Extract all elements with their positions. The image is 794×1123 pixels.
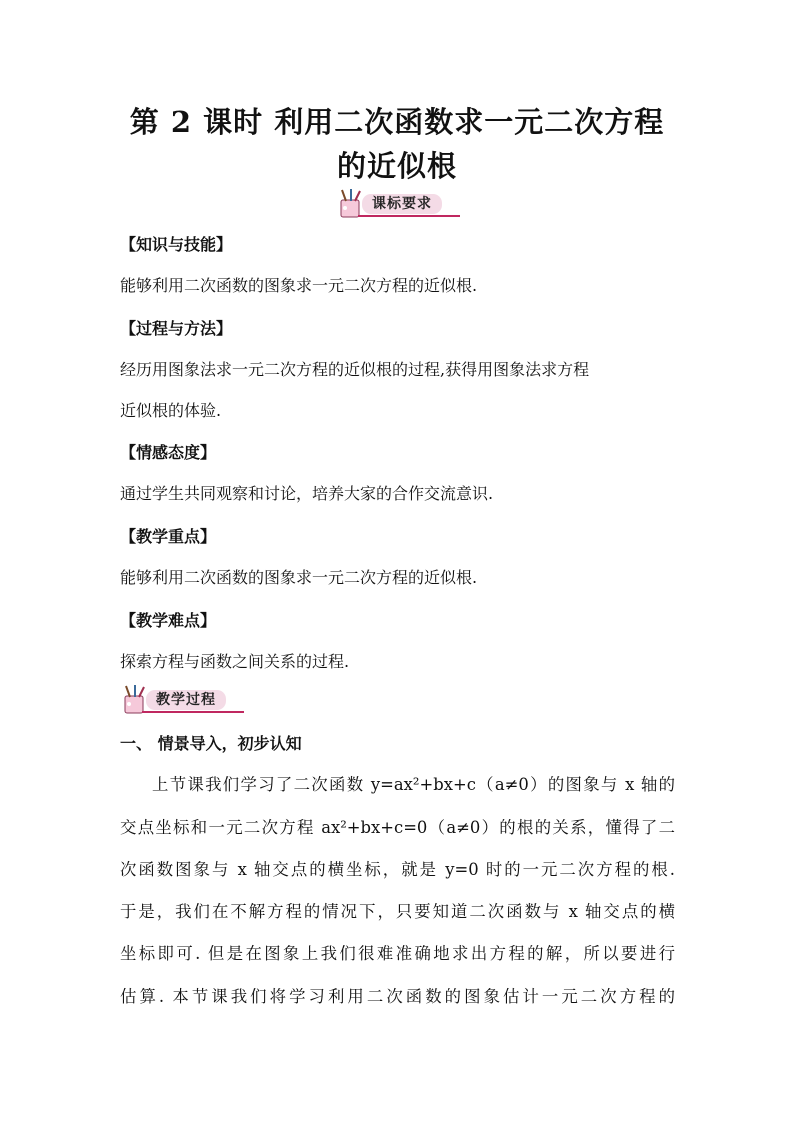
body-line-1: 上节课我们学习了二次函数 y=ax²+bx+c（a≠0）的图象与 x 轴的	[152, 775, 675, 794]
text-process-method-1: 经历用图象法求一元二次方程的近似根的过程,获得用图象法求方程	[120, 360, 590, 379]
page-title-line-2: 的近似根	[336, 149, 457, 183]
body-line-3: 次函数图象与 x 轴交点的横坐标，就是 y=0 时的一元二次方程的根.	[120, 860, 675, 879]
text-emotion-attitude: 通过学生共同观察和讨论，培养大家的合作交流意识.	[120, 484, 494, 503]
heading-teaching-difficulty: 【教学难点】	[120, 611, 217, 630]
section-one-title: 一、 情景导入，初步认知	[120, 734, 302, 753]
text-teaching-difficulty: 探索方程与函数之间关系的过程.	[120, 652, 350, 671]
process-banner-label: 教学过程	[146, 690, 226, 710]
text-process-method-2: 近似根的体验.	[120, 401, 222, 420]
body-line-6: 估算. 本节课我们将学习利用二次函数的图象估计一元二次方程的	[120, 987, 675, 1006]
text-teaching-focus: 能够利用二次函数的图象求一元二次方程的近似根.	[120, 568, 478, 587]
body-line-5: 坐标即可. 但是在图象上我们很难准确地求出方程的解，所以要进行	[120, 944, 675, 963]
body-line-4: 于是，我们在不解方程的情况下，只要知道二次函数与 x 轴交点的横	[120, 902, 675, 921]
heading-teaching-focus: 【教学重点】	[120, 527, 217, 546]
body-line-2: 交点坐标和一元二次方程 ax²+bx+c=0（a≠0）的根的关系，懂得了二	[120, 818, 675, 837]
heading-process-method: 【过程与方法】	[120, 319, 233, 338]
heading-emotion-attitude: 【情感态度】	[120, 443, 217, 462]
curriculum-banner-label: 课标要求	[362, 194, 442, 214]
curriculum-banner	[336, 188, 460, 222]
process-banner-underline	[142, 711, 244, 713]
heading-knowledge-skills: 【知识与技能】	[120, 235, 233, 254]
page-title-line-1: 第 2 课时 利用二次函数求一元二次方程	[129, 105, 665, 139]
text-knowledge-skills: 能够利用二次函数的图象求一元二次方程的近似根.	[120, 276, 478, 295]
curriculum-banner-underline	[358, 215, 460, 217]
process-banner	[120, 684, 244, 718]
